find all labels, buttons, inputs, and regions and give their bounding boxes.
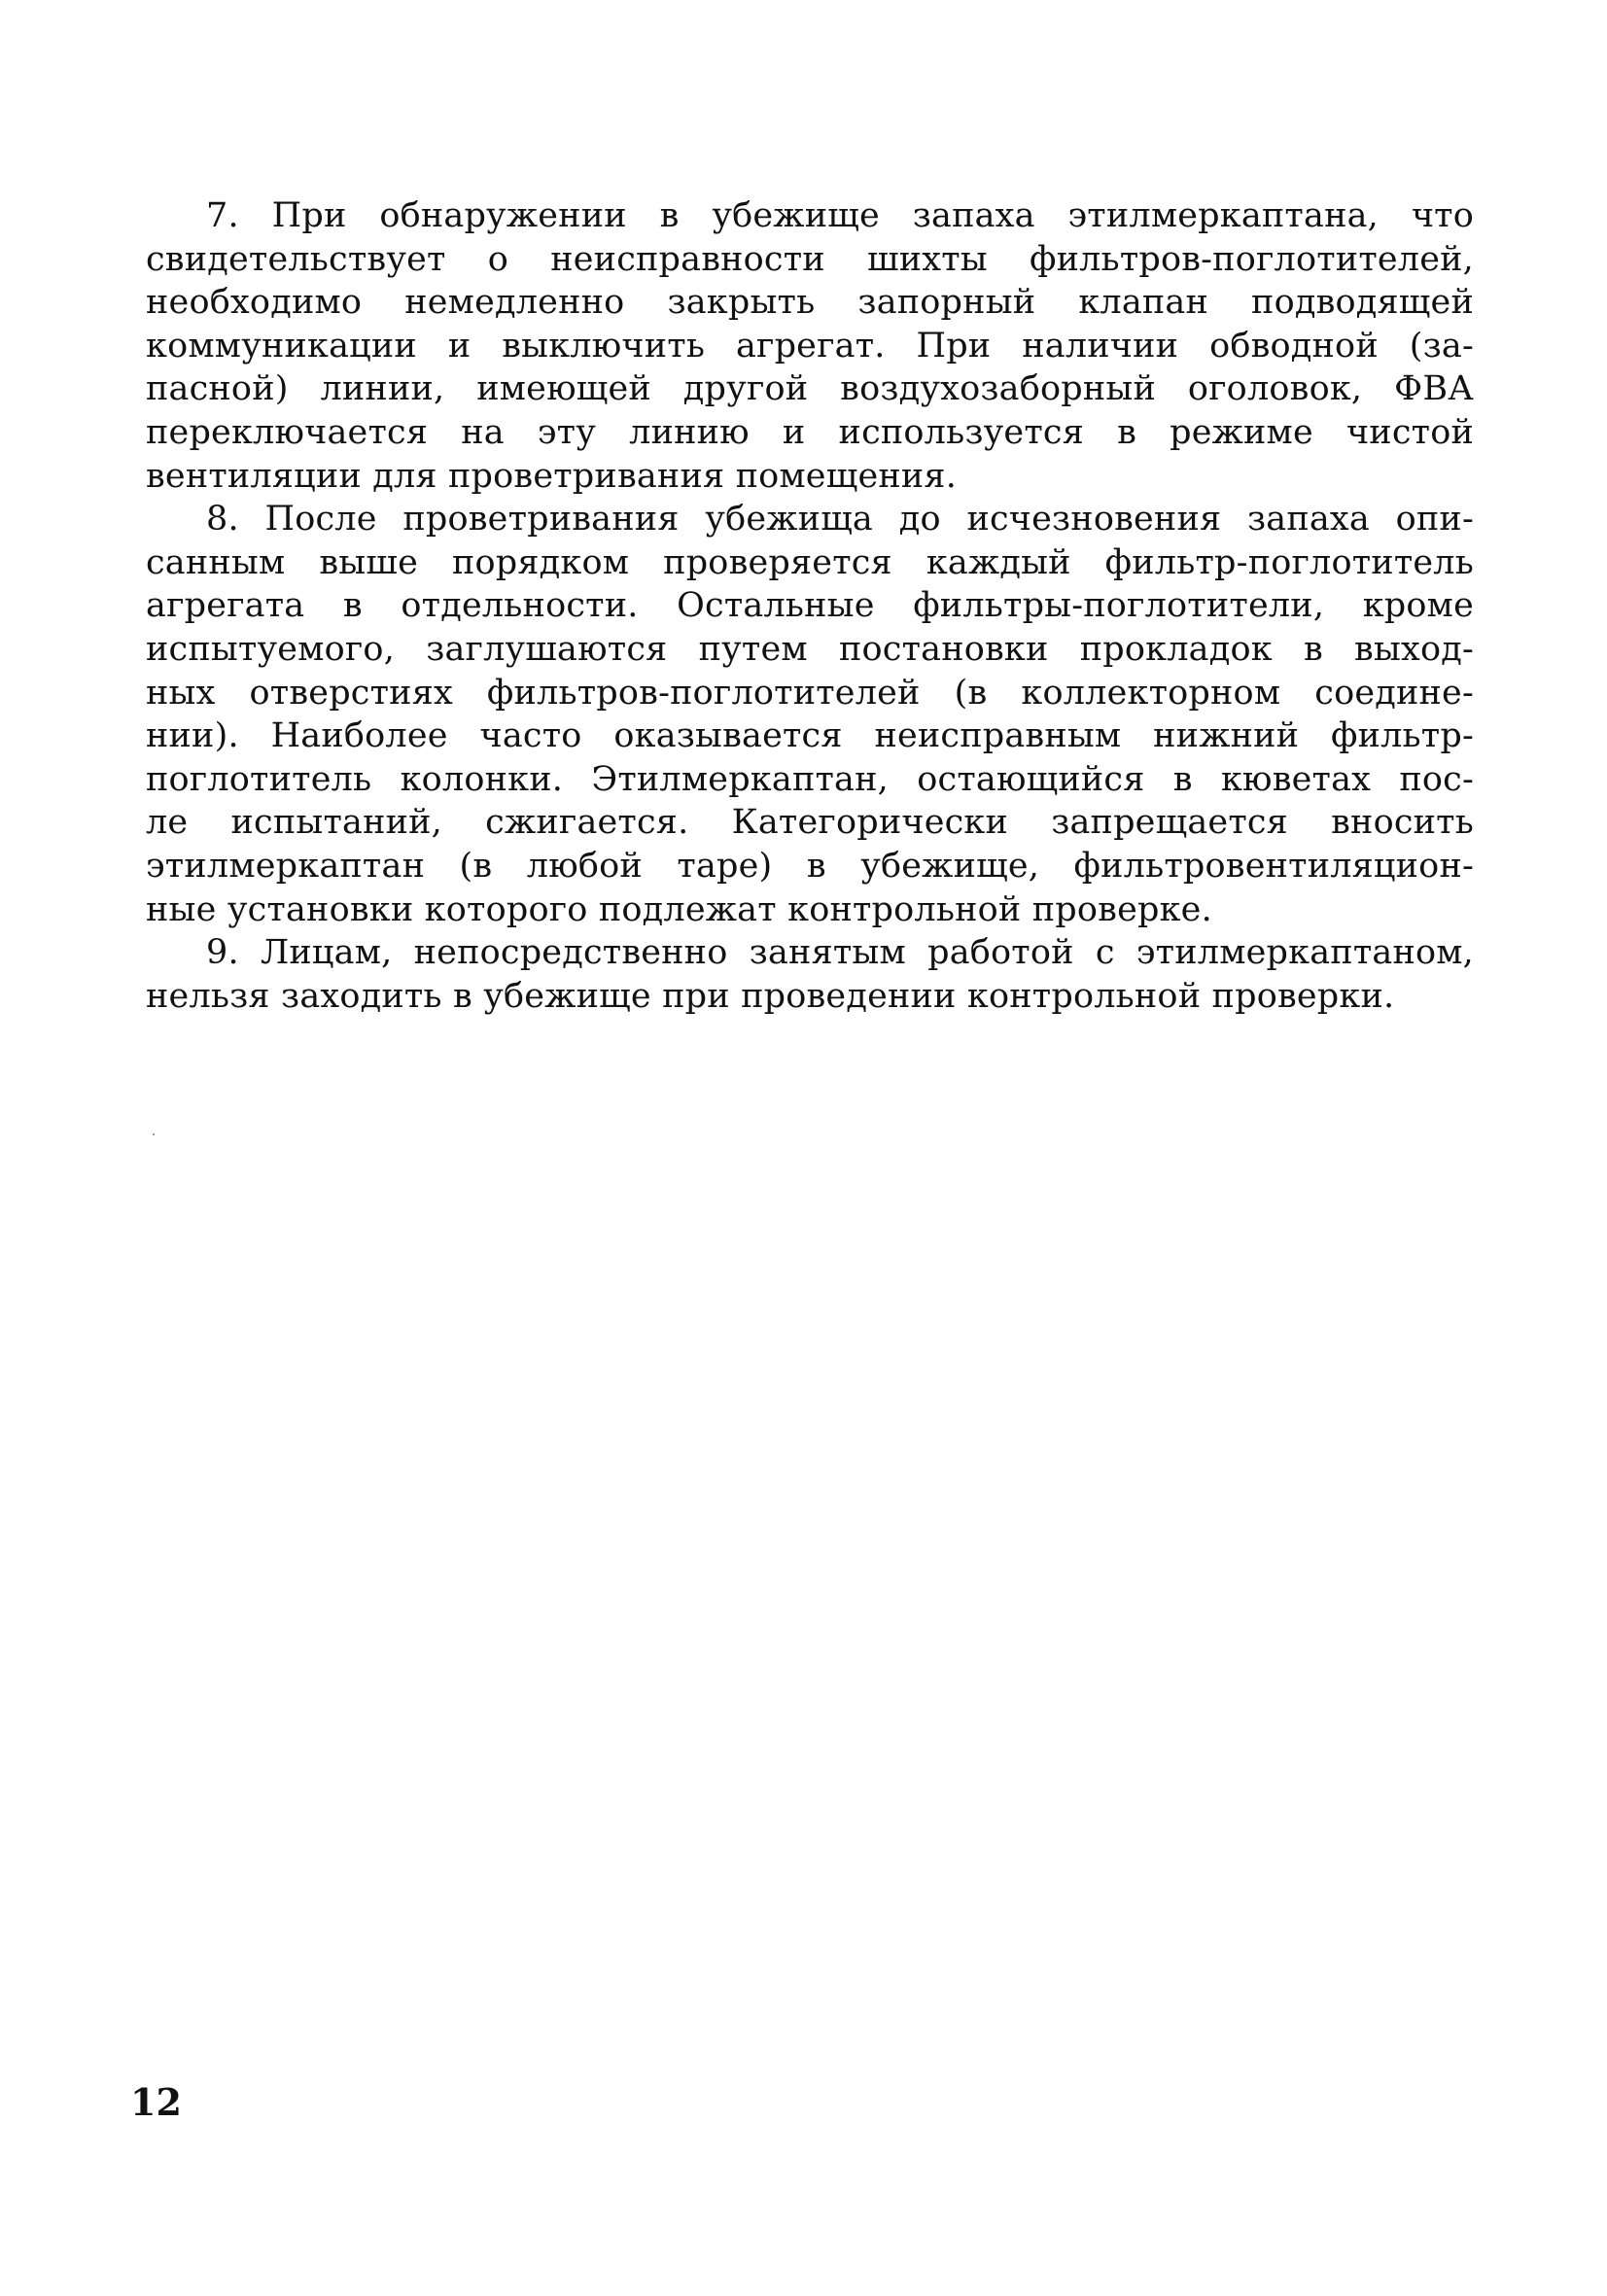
- text-line: 8. После проветривания убежища до исчезновения запаха опи-: [206, 500, 1474, 539]
- text-line: 9. Лицам, непосредственно занятым работой с этилмеркаптаном,: [206, 933, 1474, 973]
- text-line: свидетельствует о неисправности шихты фильтров-поглотителей,: [146, 239, 1474, 279]
- text-line: коммуникации и выключить агрегат. При наличии обводной (за-: [146, 326, 1474, 365]
- scan-speck: [153, 1133, 155, 1135]
- text-line: переключается на эту линию и используется в режиме чистой: [146, 412, 1474, 452]
- text-line: нельзя заходить в убежище при проведении контрольной проверки.: [146, 976, 1395, 1016]
- text-line: ных отверстиях фильтров-поглотителей (в коллекторном соедине-: [146, 673, 1474, 713]
- paragraph-7: [146, 194, 1474, 498]
- body-text: [146, 194, 1474, 1018]
- paragraph-8: [146, 498, 1474, 931]
- text-line: 7. При обнаружении в убежище запаха этилмеркаптана, что: [206, 196, 1474, 235]
- text-line: ле испытаний, сжигается. Категорически запрещается вносить: [146, 803, 1474, 843]
- text-line: необходимо немедленно закрыть запорный клапан подводящей: [146, 283, 1474, 323]
- paragraph-9: [146, 931, 1474, 1018]
- text-line: пасной) линии, имеющей другой воздухозаборный оголовок, ФВА: [146, 369, 1474, 409]
- text-line: поглотитель колонки. Этилмеркаптан, остающийся в кюветах пос-: [146, 759, 1474, 799]
- text-line: агрегата в отдельности. Остальные фильтры-поглотители, кроме: [146, 586, 1474, 626]
- text-line: нии). Наиболее часто оказывается неисправным нижний фильтр-: [146, 716, 1474, 756]
- page-number: 12: [130, 2080, 182, 2124]
- text-line: вентиляции для проветривания помещения.: [146, 456, 958, 496]
- text-line: ные установки которого подлежат контрольной проверке.: [146, 889, 1212, 929]
- text-line: санным выше порядком проверяется каждый фильтр-поглотитель: [146, 542, 1474, 582]
- text-line: испытуемого, заглушаются путем постановки прокладок в выход-: [146, 629, 1474, 669]
- text-line: этилмеркаптан (в любой таре) в убежище, фильтровентиляцион-: [146, 846, 1474, 886]
